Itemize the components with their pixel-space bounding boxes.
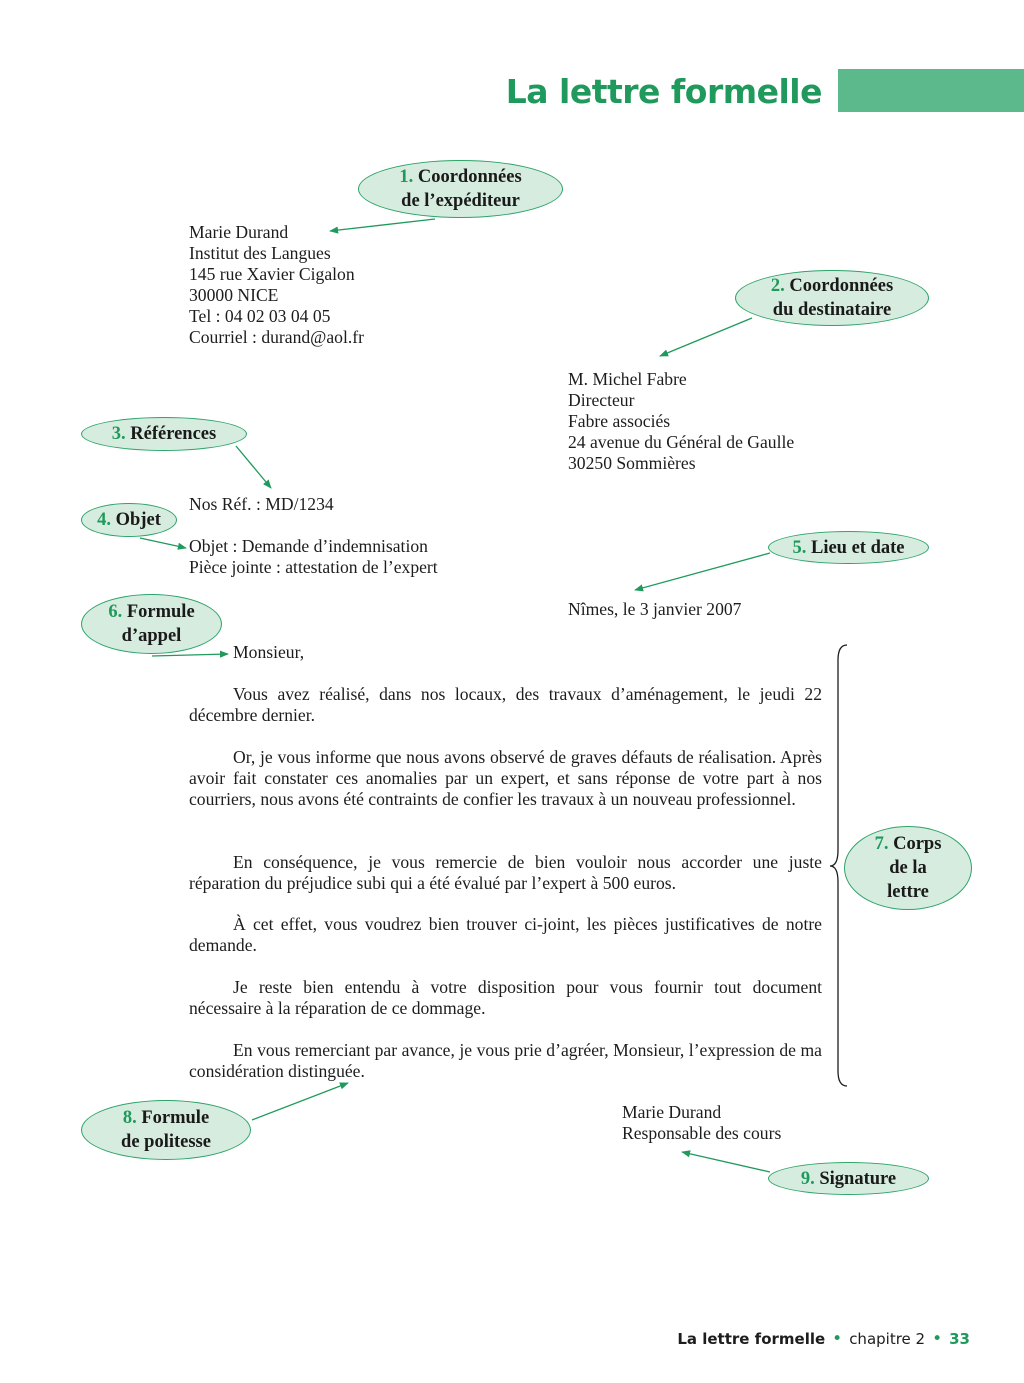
annotation-label: Formule	[141, 1108, 210, 1128]
annotation-label: Objet	[115, 510, 161, 530]
recipient-line: M. Michel Fabre	[568, 369, 687, 389]
annotation-number: 1.	[399, 167, 414, 187]
arrow-place-date	[635, 553, 770, 590]
annotation-label: Formule	[126, 602, 195, 622]
annotation-number: 4.	[97, 510, 112, 530]
sender-line: Tel : 04 02 03 04 05	[189, 306, 331, 326]
annotation-label: de la	[889, 858, 927, 878]
annotation-label: de l’expéditeur	[401, 191, 520, 211]
recipient-line: Directeur	[568, 390, 635, 410]
page-title: La lettre formelle	[505, 72, 822, 111]
arrow-salutation	[152, 654, 228, 656]
attachment-line: Pièce jointe : attestation de l’expert	[189, 557, 438, 577]
sender-line: 30000 NICE	[189, 285, 279, 305]
arrow-closing	[252, 1083, 348, 1120]
annotation-recipient-details	[735, 270, 929, 326]
salutation: Monsieur,	[233, 642, 305, 662]
arrow-references	[236, 446, 271, 488]
body-paragraph-text: Je reste bien entendu à votre disposition pour vous fournir tout document nécessaire à la réparation de ce dommage.	[189, 977, 822, 1018]
body-paragraph-text: À cet effet, vous voudrez bien trouver ci-joint, les pièces justificatives de notre demande.	[189, 914, 822, 955]
arrow-object	[140, 538, 186, 548]
annotation-number: 5.	[792, 537, 807, 558]
annotation-closing-formula	[81, 1100, 251, 1160]
annotation-number: 2.	[770, 276, 785, 296]
annotation-object	[81, 503, 177, 537]
object-line: Objet : Demande d’indemnisation	[189, 536, 428, 556]
annotation-letter-body	[844, 826, 972, 910]
annotation-number: 7.	[874, 834, 889, 854]
annotation-label: Lieu et date	[810, 537, 905, 558]
place-date: Nîmes, le 3 janvier 2007	[568, 599, 742, 619]
annotation-label: Coordonnées	[417, 167, 522, 187]
sender-line: Courriel : durand@aol.fr	[189, 327, 364, 347]
sender-line: 145 rue Xavier Cigalon	[189, 264, 355, 284]
sender-line: Institut des Langues	[189, 243, 331, 263]
annotation-label: Corps	[893, 834, 942, 854]
footer-title: La lettre formelle	[677, 1330, 826, 1348]
annotation-place-date	[768, 531, 929, 564]
annotation-label: lettre	[887, 882, 929, 902]
signature-line: Marie Durand	[622, 1102, 722, 1122]
annotation-number: 6.	[108, 602, 123, 622]
arrow-signature	[682, 1152, 770, 1172]
recipient-line: Fabre associés	[568, 411, 671, 431]
annotation-salutation	[81, 594, 222, 654]
body-paragraph-text: Vous avez réalisé, dans nos locaux, des travaux d’aménagement, le jeudi 22 décembre dernier.	[189, 684, 822, 725]
recipient-line: 24 avenue du Général de Gaulle	[568, 432, 795, 452]
recipient-line: 30250 Sommières	[568, 453, 696, 473]
annotation-number: 9.	[800, 1168, 815, 1189]
body-paragraph-text: En vous remerciant par avance, je vous prie d’agréer, Monsieur, l’expression de ma considération distinguée.	[189, 1040, 822, 1081]
body-paragraph-text: Or, je vous informe que nous avons observé de graves défauts de réalisation. Après avoir fait constater ces anomalies par un expert, et sans réponse de votre part à nos courriers, nous avons été contraints de confier les travaux à un nouveau professionnel.	[189, 747, 822, 809]
annotation-references	[81, 417, 247, 451]
annotation-label: Références	[130, 424, 217, 444]
annotation-signature	[768, 1162, 929, 1195]
annotation-label: Coordonnées	[789, 276, 894, 296]
annotation-label: d’appel	[121, 626, 182, 646]
signature-line: Responsable des cours	[622, 1123, 782, 1143]
arrow-recipient	[660, 318, 752, 356]
body-paragraph-text: En conséquence, je vous remercie de bien vouloir nous accorder une juste réparation du préjudice subi qui a été évalué par l’expert à 500 euros.	[189, 852, 822, 893]
bullet-icon: •	[832, 1329, 843, 1349]
annotation-number: 3.	[111, 424, 126, 444]
page-number: 33	[949, 1330, 970, 1348]
annotation-label: du destinataire	[772, 300, 892, 320]
arrow-sender	[330, 219, 435, 231]
footer-chapter: chapitre 2	[849, 1330, 926, 1348]
references-line: Nos Réf. : MD/1234	[189, 494, 334, 514]
annotation-label: de politesse	[121, 1132, 211, 1152]
sender-line: Marie Durand	[189, 222, 289, 242]
page-footer	[677, 1329, 970, 1349]
annotation-number: 8.	[122, 1108, 137, 1128]
bullet-icon: •	[932, 1329, 943, 1349]
annotation-sender-details	[358, 160, 563, 218]
annotation-label: Signature	[819, 1168, 897, 1189]
